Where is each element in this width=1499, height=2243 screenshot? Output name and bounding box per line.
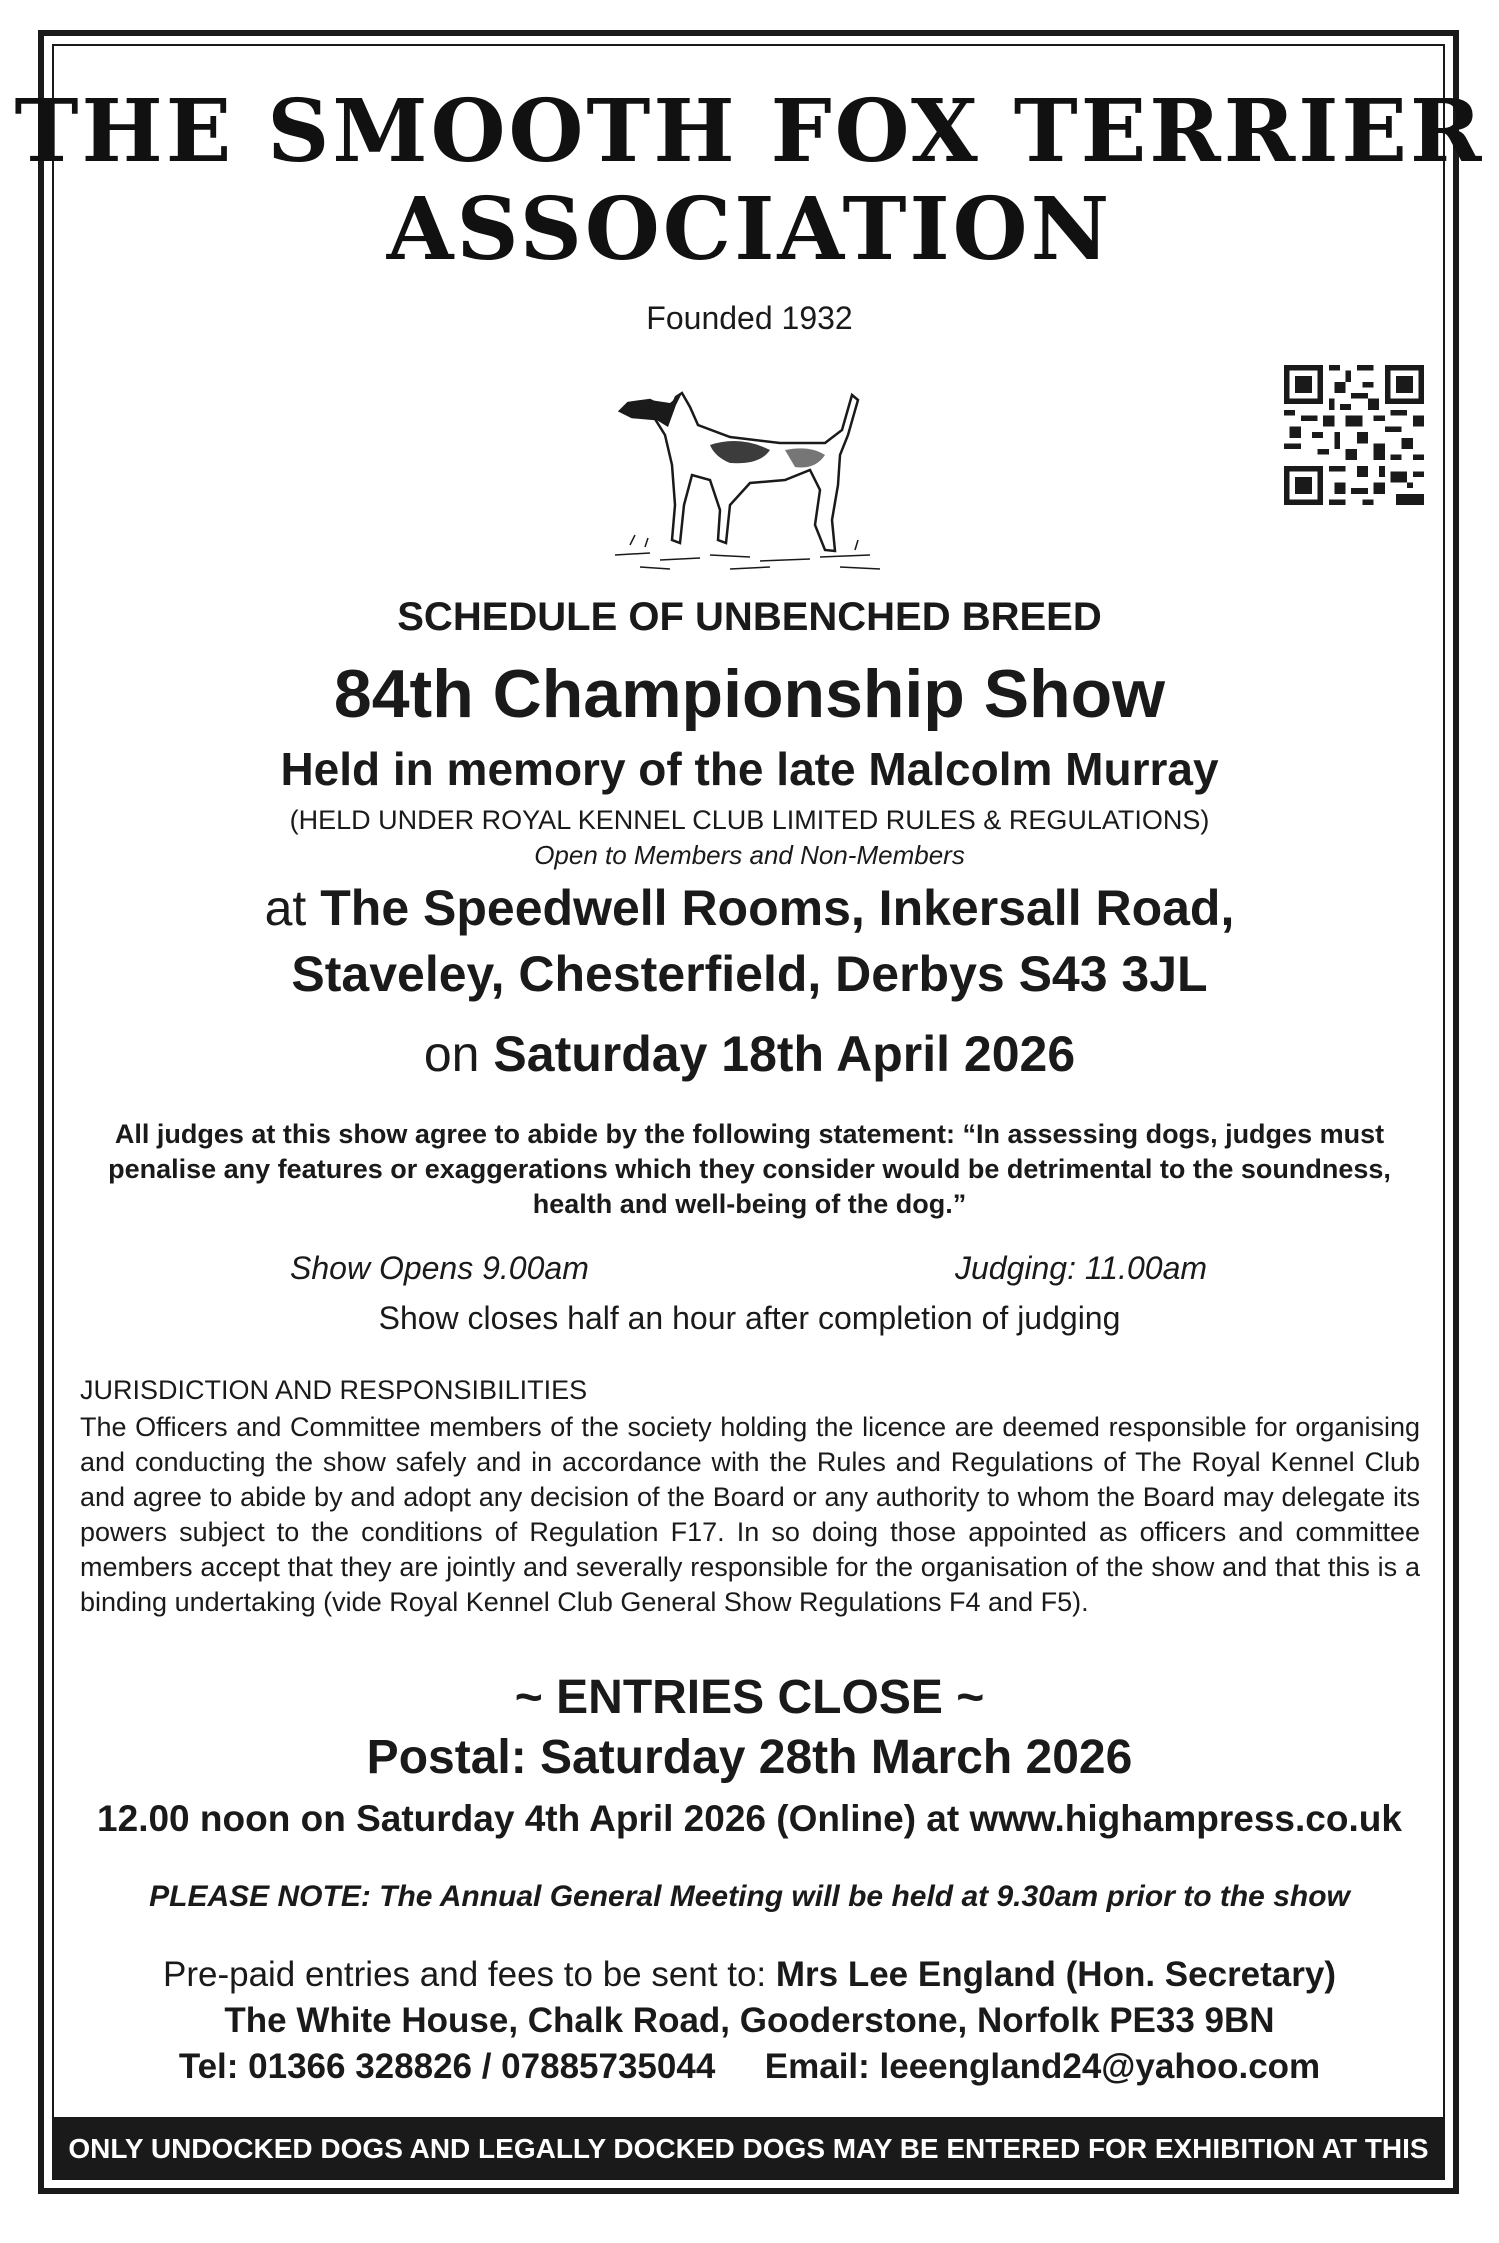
venue-line2: Staveley, Chesterfield, Derbys S43 3JL	[291, 946, 1208, 1002]
online-close-date: 12.00 noon on Saturday 4th April 2026 (Online) at www.highampress.co.uk	[97, 1798, 1402, 1839]
jurisdiction-heading: JURISDICTION AND RESPONSIBILITIES	[80, 1375, 588, 1405]
secretary-address: The White House, Chalk Road, Gooderstone, Norfolk PE33 9BN	[224, 2001, 1275, 2040]
email: Email: leeengland24@yahoo.com	[764, 2047, 1321, 2086]
contact-prefix: Pre-paid entries and fees to be sent to:	[162, 1955, 767, 1994]
open-to-line: Open to Members and Non-Members	[534, 840, 965, 870]
secretary-name: Mrs Lee England (Hon. Secretary)	[775, 1955, 1337, 1994]
venue-prefix: at	[264, 880, 307, 936]
contact-line3	[0, 2044, 1499, 2089]
founded-text: Founded 1932	[646, 300, 853, 336]
judging-time: Judging: 11.00am	[955, 1250, 1208, 1286]
agm-note: PLEASE NOTE: The Annual General Meeting will be held at 9.30am prior to the show	[149, 1880, 1350, 1913]
judges-statement: All judges at this show agree to abide by the following statement: “In assessing dogs, judges must penalise any features or exaggerations which they consider would be detrimental to the soundness, health and well-being of the dog.”	[108, 1119, 1391, 1219]
telephone: Tel: 01366 328826 / 07885735044	[178, 2047, 716, 2086]
docking-notice: ONLY UNDOCKED DOGS AND LEGALLY DOCKED DOGS MAY BE ENTERED FOR EXHIBITION AT THIS SHOW	[52, 2117, 1445, 2180]
show-date-line	[0, 1025, 1499, 1083]
fox-terrier-illustration	[610, 355, 910, 580]
association-title-line1: THE SMOOTH FOX TERRIER	[14, 81, 1485, 182]
show-date: Saturday 18th April 2026	[493, 1026, 1076, 1082]
venue-line1	[0, 875, 1499, 941]
schedule-heading: SCHEDULE OF UNBENCHED BREED	[397, 595, 1102, 639]
show-closes-text: Show closes half an hour after completion of judging	[378, 1300, 1121, 1336]
show-name: 84th Championship Show	[333, 656, 1166, 732]
contact-line1	[0, 1952, 1499, 1997]
jurisdiction-body: The Officers and Committee members of the society holding the licence are deemed responsible for organising and conducting the show safely and in accordance with the Rules and Regulations of The Royal Kennel Club and agree to abide by and adopt any decision of the Board or any authority to whom the Board may delegate its powers subject to the conditions of Regulation F17. In so doing those appointed as officers and committee members accept that they are jointly and severally responsible for the organisation of the show and that this is a binding undertaking (vide Royal Kennel Club General Show Regulations F4 and F5).	[80, 1412, 1420, 1617]
show-opens-time: Show Opens 9.00am	[290, 1250, 589, 1286]
entries-close-heading: ~ ENTRIES CLOSE ~	[514, 1671, 985, 1724]
postal-close-date: Postal: Saturday 28th March 2026	[366, 1731, 1133, 1784]
qr-code-icon	[1284, 365, 1424, 505]
date-prefix: on	[423, 1026, 480, 1082]
memorial-line: Held in memory of the late Malcolm Murray	[280, 743, 1219, 795]
rules-line: (HELD UNDER ROYAL KENNEL CLUB LIMITED RULES & REGULATIONS)	[289, 805, 1210, 835]
association-title-line2: ASSOCIATION	[386, 179, 1113, 280]
venue-name: The Speedwell Rooms, Inkersall Road,	[320, 880, 1235, 936]
